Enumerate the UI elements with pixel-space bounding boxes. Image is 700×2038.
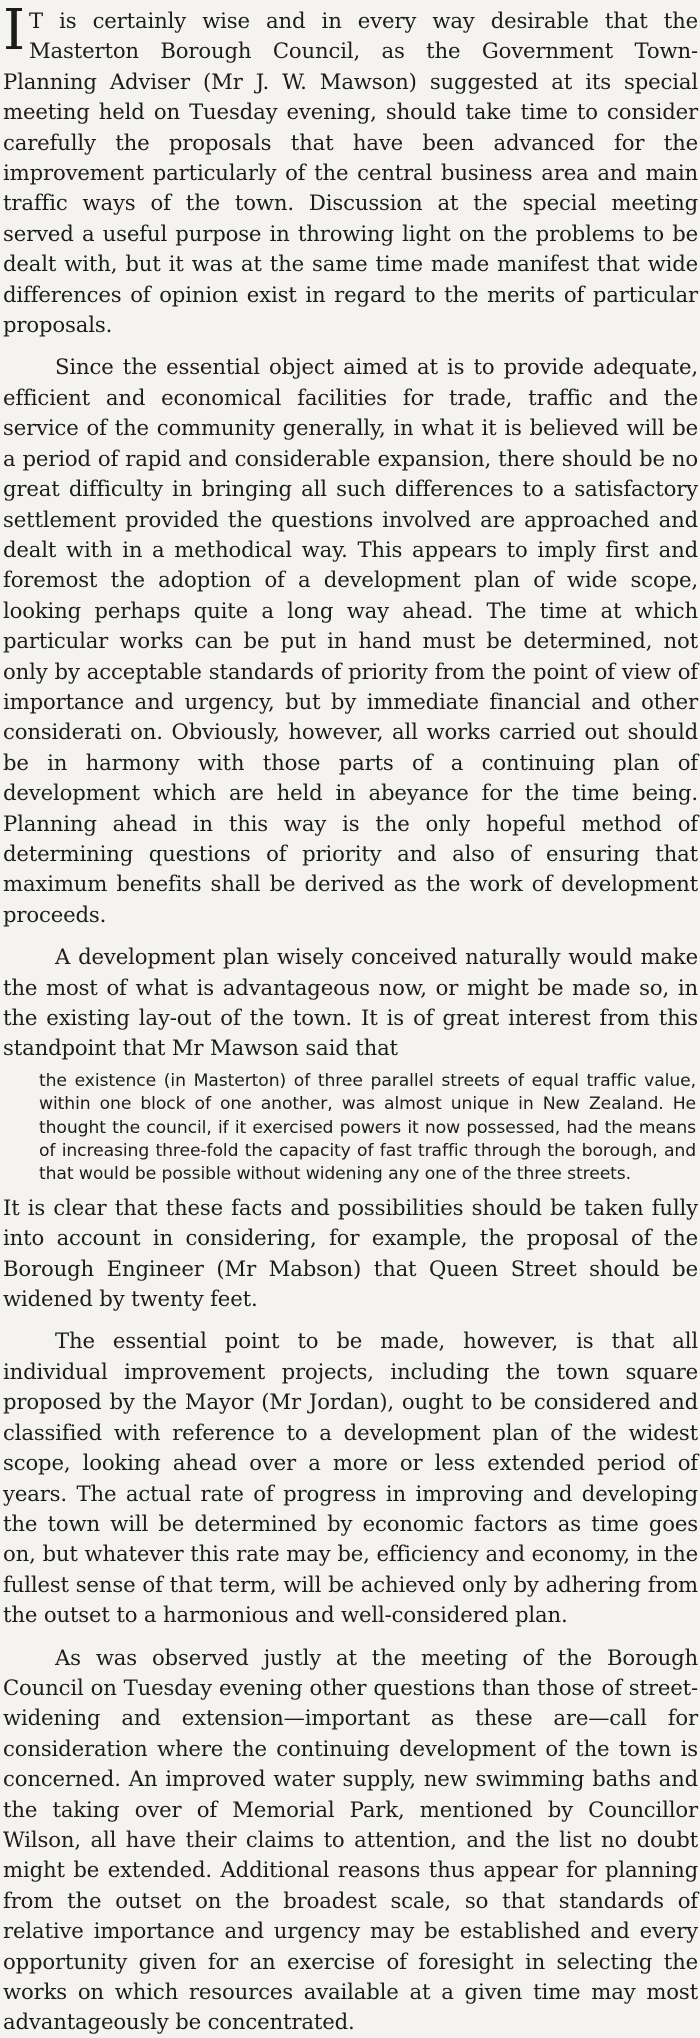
paragraph-1 bbox=[3, 0, 698, 340]
paragraph-6: As was observed justly at the meeting of the Borough Council on Tuesday evening other questions than those of street-widening and extension—important as these are—call for consideration where the continuing development of the town is concerned. An improved water supply, new swimming baths and the taking over of Memorial Park, mentioned by Councillor Wilson, all have their claims to attention, and the list no doubt might be extended. Additional reasons thus appear for planning from the outset on the broadest scale, so that standards of relative importance and urgency may be established and every opportunity given for an exercise of foresight in selecting the works on which resources available at a given time may most advantageously be concentrated. bbox=[3, 1644, 698, 2035]
paragraph-4: It is clear that these facts and possibilities should be taken fully into account in considering, for example, the proposal of the Borough Engineer (Mr Mabson) that Queen Street should be widened by twenty feet. bbox=[3, 1194, 698, 1312]
paragraph-3: A development plan wisely conceived naturally would make the most of what is advantageous now, or might be made so, in the existing lay-out of the town. It is of great interest from this standpoint that Mr Mawson said that bbox=[3, 944, 698, 1061]
paragraph-1-text: T is certainly wise and in every way desirable that the Masterton Borough Council, as the Government Town-Planning Adviser (Mr J. W. Mawson) suggested at its special meeting held on Tuesday evening, should take time to consider carefully the proposals that have been advanced for the improvement particularly of the central business area and main traffic ways of the town. Discussion at the special meeting served a useful purpose in throwing light on the problems to be dealt with, but it was at the same time made manifest that wide differences of opinion exist in regard to the merits of particular proposals. bbox=[3, 8, 698, 338]
paragraph-2: Since the essential object aimed at is to provide adequate, efficient and economical facilities for trade, traffic and the service of the community generally, in what it is believed will be a period of rapid and considerable expansion, there should be no great difficulty in bringing all such differences to a satisfactory settlement provided the questions involved are approached and dealt with in a methodical way. This appears to imply first and foremost the adoption of a development plan of wide scope, looking perhaps quite a long way ahead. The time at which particular works can be put in hand must be determined, not only by acceptable standards of priority from the point of view of importance and urgency, but by immediate financial and other considerati on. Obviously, however, all works carried out should be in harmony with those parts of a continuing plan of development which are held in abeyance for the time being. Planning ahead in this way is the only hopeful method of determining questions of priority and also of ensuring that maximum benefits shall be derived as the work of development proceeds. bbox=[3, 354, 698, 927]
paragraph-5: The essential point to be made, however, is that all individual improvement projects, including the town square proposed by the Mayor (Mr Jordan), ought to be considered and classified with reference to a development plan of the widest scope, looking ahead over a more or less extended period of years. The actual rate of progress in improving and developing the town will be determined by economic factors as time goes on, but whatever this rate may be, efficiency and economy, in the fullest sense of that term, will be achieved only by adhering from the outset to a harmonious and well-considered plan. bbox=[3, 1328, 698, 1628]
drop-cap: I bbox=[3, 0, 25, 63]
block-quote: the existence (in Masterton) of three parallel streets of equal traffic value, within one block of one another, was almost unique in New Zealand. He thought the council, if it exercised powers it now possessed, had the means of increasing three-fold the capacity of fast traffic through the borough, and that would be possible without widening any one of the three streets. bbox=[39, 1070, 696, 1185]
